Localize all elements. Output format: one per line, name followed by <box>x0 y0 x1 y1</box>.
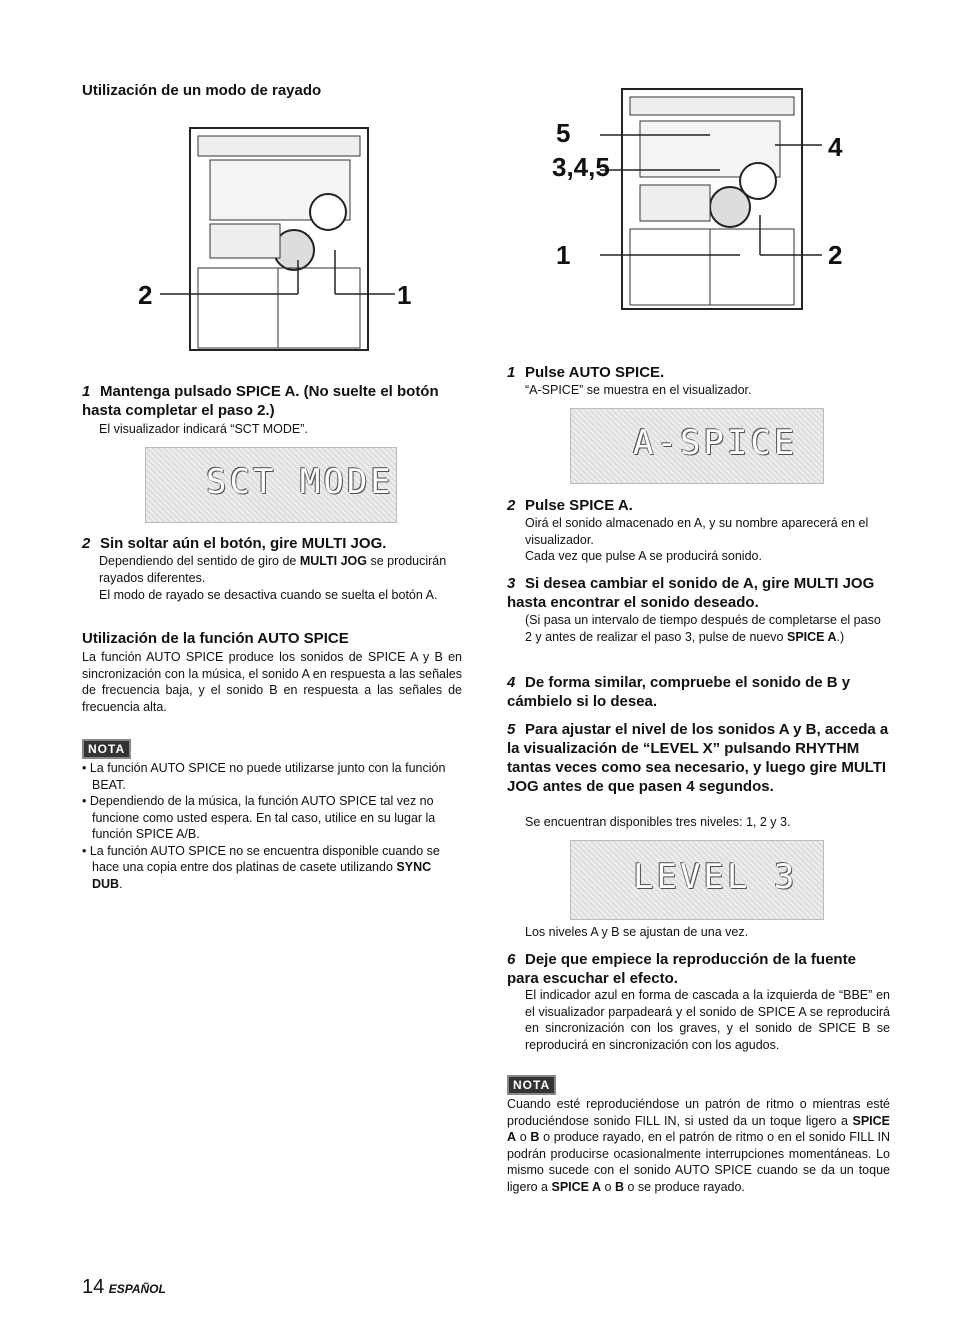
stereo-figure-1 <box>130 120 430 360</box>
right-nota-text: Cuando esté reproduciéndose un patrón de ritmo o mientras esté produciéndose sonido FILL IN, si usted da un toque ligero a SPICE A o B o produce rayado, en el patrón de ritmo o en el sonido FILL IN podrán producirse ocasionalmente interrupciones momentáneas. Lo mismo sucede con el sonido AUTO SPICE cuando se da un toque ligero a SPICE A o B o se produce rayado. <box>507 1097 890 1194</box>
section-title-scratch: Utilización de un modo de rayado <box>82 82 322 99</box>
note-2: • Dependiendo de la música, la función AUTO SPICE tal vez no funcione como usted espera. En tal caso, utilice en su lugar la función SPICE A/B. <box>82 794 436 841</box>
right-step-1: 1 Pulse AUTO SPICE. <box>507 364 665 381</box>
callout-5: 5 <box>556 118 571 148</box>
left-step-2-text2: El modo de rayado se desactiva cuando se suelta el botón A. <box>99 588 438 602</box>
left-step-1-text: El visualizador indicará “SCT MODE”. <box>99 422 308 436</box>
right-step-4: 4 De forma similar, compruebe el sonido de B y cámbielo si lo desea. <box>507 674 851 710</box>
callout-2-right: 2 <box>828 240 843 270</box>
section-title-auto-spice: Utilización de la función AUTO SPICE <box>82 630 349 647</box>
left-step-1: 1 Mantenga pulsado SPICE A. (No suelte el botón hasta completar el paso 2.) <box>82 383 439 419</box>
right-step-6-text: El indicador azul en forma de cascada a la izquierda de “BBE” en el visualizador parpadeará y el sonido de SPICE A se reproducirá en sincronización con los graves, y el sonido de SPICE B se reproducirá en sincronización con los agudos. <box>525 988 890 1052</box>
lcd-level-caption: Los niveles A y B se ajustan de una vez. <box>525 925 749 939</box>
right-step-1-text: “A-SPICE” se muestra en el visualizador. <box>525 383 752 397</box>
lcd-display-a-spice: A-SPICE <box>570 408 824 484</box>
right-step-2-text: Oirá el sonido almacenado en A, y su nombre aparecerá en el visualizador. <box>525 516 869 547</box>
callout-1: 1 <box>397 280 412 310</box>
right-step-5-text: Se encuentran disponibles tres niveles: 1, 2 y 3. <box>525 815 791 829</box>
callout-3-4-5: 3,4,5 <box>552 152 610 182</box>
note-1: • La función AUTO SPICE no puede utilizarse junto con la función BEAT. <box>82 761 446 792</box>
stereo-figure-2 <box>600 85 850 315</box>
notes-list <box>82 760 462 892</box>
nota-badge-left: NOTA <box>82 740 131 758</box>
auto-spice-text: La función AUTO SPICE produce los sonidos de SPICE A y B en sincronización con la música, el sonido A en respuesta a las señales de frecuencia baja, y el sonido B en respuesta a las señales de frecuencia alta. <box>82 650 462 714</box>
callout-2: 2 <box>138 280 153 310</box>
nota-badge-right: NOTA <box>507 1076 556 1094</box>
page-number: 14 <box>82 1276 105 1298</box>
left-step-2: 2 Sin soltar aún el botón, gire MULTI JOG. <box>82 535 387 552</box>
right-step-3-text: (Si pasa un intervalo de tiempo después de completarse el paso 2 y antes de realizar el paso 3, pulse de nuevo SPICE A.) <box>525 613 881 644</box>
language-label: ESPAÑOL <box>108 1282 166 1296</box>
right-step-2: 2 Pulse SPICE A. <box>507 497 633 514</box>
left-step-2-text: Dependiendo del sentido de giro de MULTI JOG se producirán rayados diferentes. <box>99 554 447 585</box>
note-3: • La función AUTO SPICE no se encuentra disponible cuando se hace una copia entre dos platinas de casete utilizando SYNC DUB. <box>82 843 440 891</box>
lcd-display-sct-mode: SCT MODE <box>145 447 397 523</box>
callout-1-right: 1 <box>556 240 571 270</box>
right-step-3: 3 Si desea cambiar el sonido de A, gire MULTI JOG hasta encontrar el sonido deseado. <box>507 575 875 611</box>
page-footer <box>82 1276 166 1299</box>
right-step-6: 6 Deje que empiece la reproducción de la fuente para escuchar el efecto. <box>507 951 856 987</box>
right-step-5: 5 Para ajustar el nivel de los sonidos A y B, acceda a la visualización de “LEVEL X” pulsando RHYTHM tantas veces como sea necesario, y luego gire MULTI JOG antes de que pasen 4 segundos. <box>507 721 889 795</box>
lcd-display-level: LEVEL 3 <box>570 840 824 920</box>
callout-4: 4 <box>828 132 843 162</box>
right-step-2-text2: Cada vez que pulse A se producirá sonido. <box>525 549 762 563</box>
